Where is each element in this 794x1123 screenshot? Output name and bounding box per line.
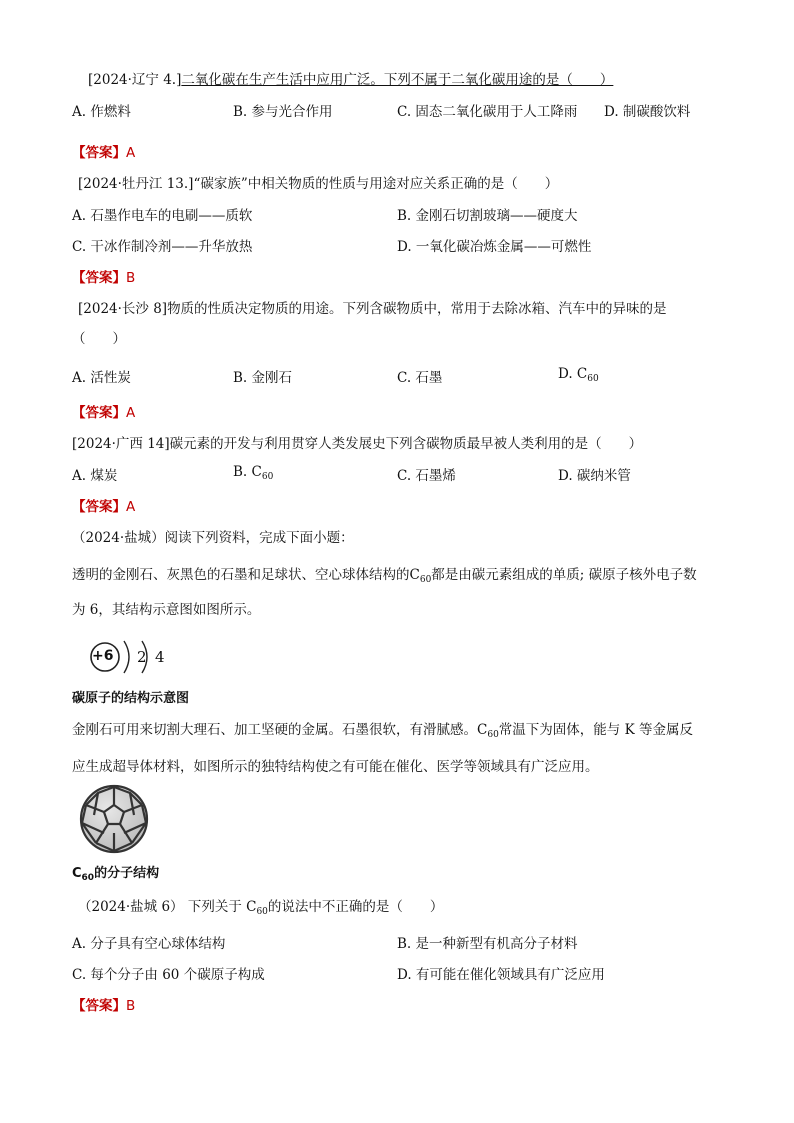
reading-paragraph-2-line-2: 应生成超导体材料，如图所示的独特结构使之有可能在催化、医学等领域具有广泛应用。 <box>72 759 599 775</box>
q2-answer <box>72 266 135 286</box>
answer-label: 【答案】 <box>72 270 126 286</box>
atom-diagram-caption: 碳原子的结构示意图 <box>72 691 190 706</box>
q4-option-d: D. 碳纳米管 <box>558 468 631 484</box>
shell-2-electrons: 4 <box>155 648 165 666</box>
q3-answer <box>72 401 135 421</box>
answer-value: A <box>126 145 136 161</box>
q5-option-b: B. 是一种新型有机高分子材料 <box>397 936 578 952</box>
c60-molecule-image <box>78 783 150 855</box>
question-4-stem <box>72 432 642 452</box>
shell-1-electrons: 2 <box>137 648 147 666</box>
q1-answer <box>72 141 135 161</box>
reading-paragraph-2-line-1: 金刚石可用来切割大理石、加工坚硬的金属。石墨很软，有滑腻感。$C_{60}$常温下为固体，能与 K 等金属反 <box>72 722 693 740</box>
answer-value: B <box>126 998 136 1014</box>
q3-option-b: B. 金刚石 <box>233 370 293 386</box>
q5-option-c: C. 每个分子由 60 个碳原子构成 <box>72 967 265 983</box>
q2-option-d: D. 一氧化碳冶炼金属——可燃性 <box>397 239 592 255</box>
answer-label: 【答案】 <box>72 499 126 515</box>
answer-value: A <box>126 499 136 515</box>
question-1-text: 二氧化碳在生产生活中应用广泛。下列不属于二氧化碳用途的是（ ） <box>181 72 614 88</box>
q2-option-c: C. 干冰作制冷剂——升华放热 <box>72 239 253 255</box>
question-2-source: [2024·牡丹江 13.] <box>78 176 194 192</box>
answer-value: A <box>126 405 136 421</box>
q5-option-d: D. 有可能在催化领域具有广泛应用 <box>397 967 605 983</box>
question-3-source: [2024·长沙 8] <box>78 301 168 317</box>
c60-caption: $C_{60}$的分子结构 <box>72 866 160 883</box>
question-3-stem <box>78 297 667 317</box>
question-3-paren: （ ） <box>72 331 126 347</box>
q1-option-b: B. 参与光合作用 <box>233 104 333 120</box>
q5-answer <box>72 994 135 1014</box>
question-5-source: （2024·盐城 6） <box>78 899 184 915</box>
answer-label: 【答案】 <box>72 405 126 421</box>
q1-option-c: C. 固态二氧化碳用于人工降雨 <box>397 104 578 120</box>
q3-option-d: D. $C_{60}$ <box>558 366 599 384</box>
q5-option-a: A. 分子具有空心球体结构 <box>72 936 226 952</box>
question-5-stem: （2024·盐城 6） 下列关于 $C_{60}$的说法中不正确的是（ ） <box>78 899 444 917</box>
q3-option-c: C. 石墨 <box>397 370 443 386</box>
nucleus-charge: +6 <box>92 648 114 664</box>
q4-option-c: C. 石墨烯 <box>397 468 456 484</box>
shell-arc-1 <box>124 641 129 673</box>
answer-label: 【答案】 <box>72 998 126 1014</box>
q4-option-b: B. $C_{60}$ <box>233 464 274 482</box>
q2-option-b: B. 金刚石切割玻璃——硬度大 <box>397 208 578 224</box>
reading-paragraph-1-line-1: 透明的金刚石、灰黑色的石墨和足球状、空心球体结构的$C_{60}$都是由碳元素组成的单质; 碳原子核外电子数 <box>72 567 697 585</box>
answer-value: B <box>126 270 136 286</box>
q4-answer <box>72 495 135 515</box>
reading-paragraph-1-line-2: 为 6，其结构示意图如图所示。 <box>72 602 261 618</box>
q1-option-a: A. 作燃料 <box>72 104 131 120</box>
question-1-stem <box>88 68 613 88</box>
reading-intro: （2024·盐城）阅读下列资料，完成下面小题： <box>72 530 354 546</box>
question-2-text: “碳家族”中相关物质的性质与用途对应关系正确的是（ ） <box>193 176 559 192</box>
carbon-atom-diagram <box>88 636 178 682</box>
q3-option-a: A. 活性炭 <box>72 370 131 386</box>
question-4-source: [2024·广西 14] <box>72 436 170 452</box>
question-3-text: 物质的性质决定物质的用途。下列含碳物质中，常用于去除冰箱、汽车中的异味的是 <box>167 301 667 317</box>
question-2-stem <box>78 172 558 192</box>
q1-option-d: D. 制碳酸饮料 <box>604 104 691 120</box>
q2-option-a: A. 石墨作电车的电刷——质软 <box>72 208 253 224</box>
question-1-source: [2024·辽宁 4.] <box>88 72 182 88</box>
question-4-text: 碳元素的开发与利用贯穿人类发展史下列含碳物质最早被人类利用的是（ ） <box>169 436 643 452</box>
q4-option-a: A. 煤炭 <box>72 468 118 484</box>
answer-label: 【答案】 <box>72 145 126 161</box>
